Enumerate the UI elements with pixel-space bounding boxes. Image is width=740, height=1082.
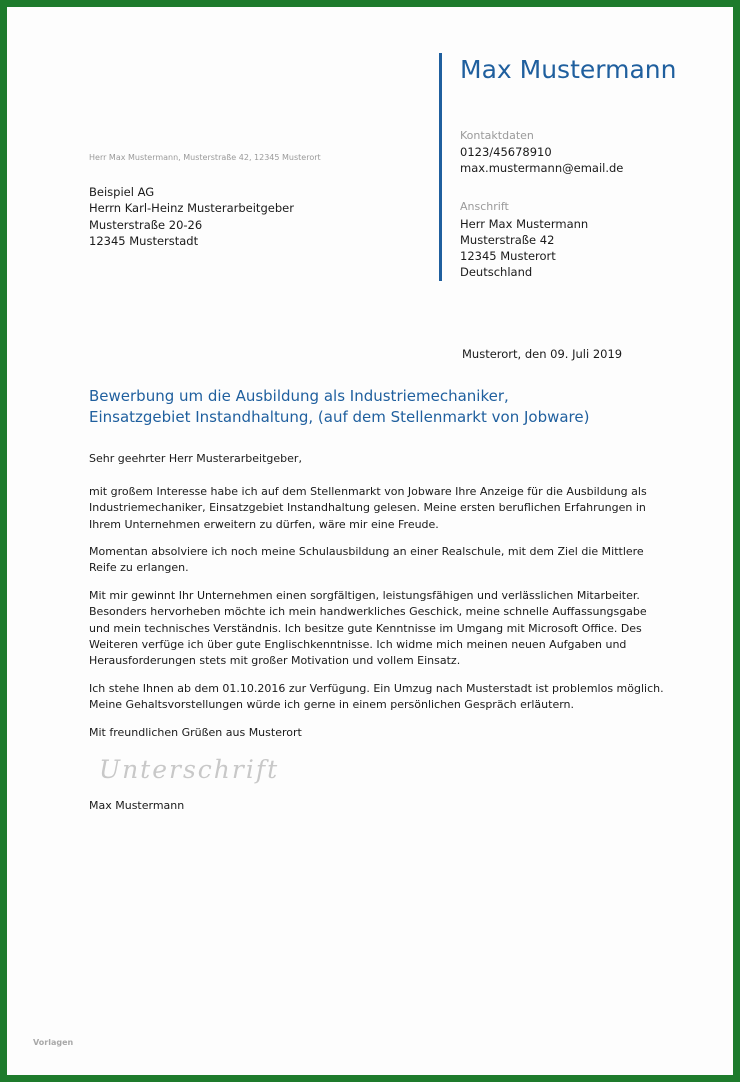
contact-email: max.mustermann@email.de	[460, 161, 624, 175]
contact-phone: 0123/45678910	[460, 145, 552, 159]
recipient-block	[89, 184, 294, 249]
address-line: Herr Max Mustermann	[460, 217, 589, 231]
recipient-line: 12345 Musterstadt	[89, 233, 199, 248]
salutation: Sehr geehrter Herr Musterarbeitgeber,	[89, 452, 302, 465]
address-label: Anschrift	[460, 200, 509, 213]
recipient-line: Musterstraße 20-26	[89, 217, 203, 232]
body-paragraph: Momentan absolviere ich noch meine Schulausbildung an einer Realschule, mit dem Ziel die Mittlere Reife zu erlangen.	[89, 545, 644, 575]
address-line: Musterstraße 42	[460, 233, 555, 247]
header-divider	[439, 53, 442, 281]
recipient-line: Herrn Karl-Heinz Musterarbeitgeber	[89, 201, 294, 216]
body-paragraph: Mit mir gewinnt Ihr Unternehmen einen sorgfältigen, leistungsfähigen und verlässlichen Mitarbeiter. Besonders hervorheben möchte ich mein handwerkliches Geschick, meine schnelle Auffassungsgabe und mein technisches Verständnis. Ich besitze gute Kenntnisse im Umgang mit Microsoft Office. Des Weiteren verfüge ich über gute Englischkenntnisse. Ich widme mich meinen neuen Aufgaben und Herausforderungen stets mit großer Motivation und vollem Einsatz.	[89, 589, 647, 668]
closing: Mit freundlichen Grüßen aus Musterort	[89, 726, 302, 739]
letter-page	[7, 7, 733, 1075]
signature-placeholder: Unterschrift	[99, 755, 280, 784]
address-line: 12345 Musterort	[460, 249, 556, 263]
address-line: Deutschland	[460, 265, 533, 279]
contact-label: Kontaktdaten	[460, 129, 534, 142]
applicant-name: Max Mustermann	[460, 55, 677, 84]
recipient-line: Beispiel AG	[89, 185, 155, 199]
footer-watermark: Vorlagen	[33, 1038, 74, 1047]
letter-subject: Bewerbung um die Ausbildung als Industriemechaniker, Einsatzgebiet Instandhaltung, (auf dem Stellenmarkt von Jobware)	[89, 387, 590, 426]
sender-return-line: Herr Max Mustermann, Musterstraße 42, 12345 Musterort	[89, 153, 321, 162]
signer-name: Max Mustermann	[89, 799, 185, 812]
body-paragraph: Ich stehe Ihnen ab dem 01.10.2016 zur Verfügung. Ein Umzug nach Musterstadt ist problemlos möglich. Meine Gehaltsvorstellungen würde ich gerne in einem persönlichen Gespräch erläutern.	[89, 682, 664, 712]
address-block	[460, 216, 588, 280]
body-paragraph: mit großem Interesse habe ich auf dem Stellenmarkt von Jobware Ihre Anzeige für die Ausbildung als Industriemechaniker, Einsatzgebiet Instandhaltung gelesen. Meine ersten beruflichen Erfahrungen in Ihrem Unternehmen erweitern zu dürfen, wäre mir eine Freude.	[89, 485, 647, 531]
letter-date: Musterort, den 09. Juli 2019	[462, 347, 623, 361]
